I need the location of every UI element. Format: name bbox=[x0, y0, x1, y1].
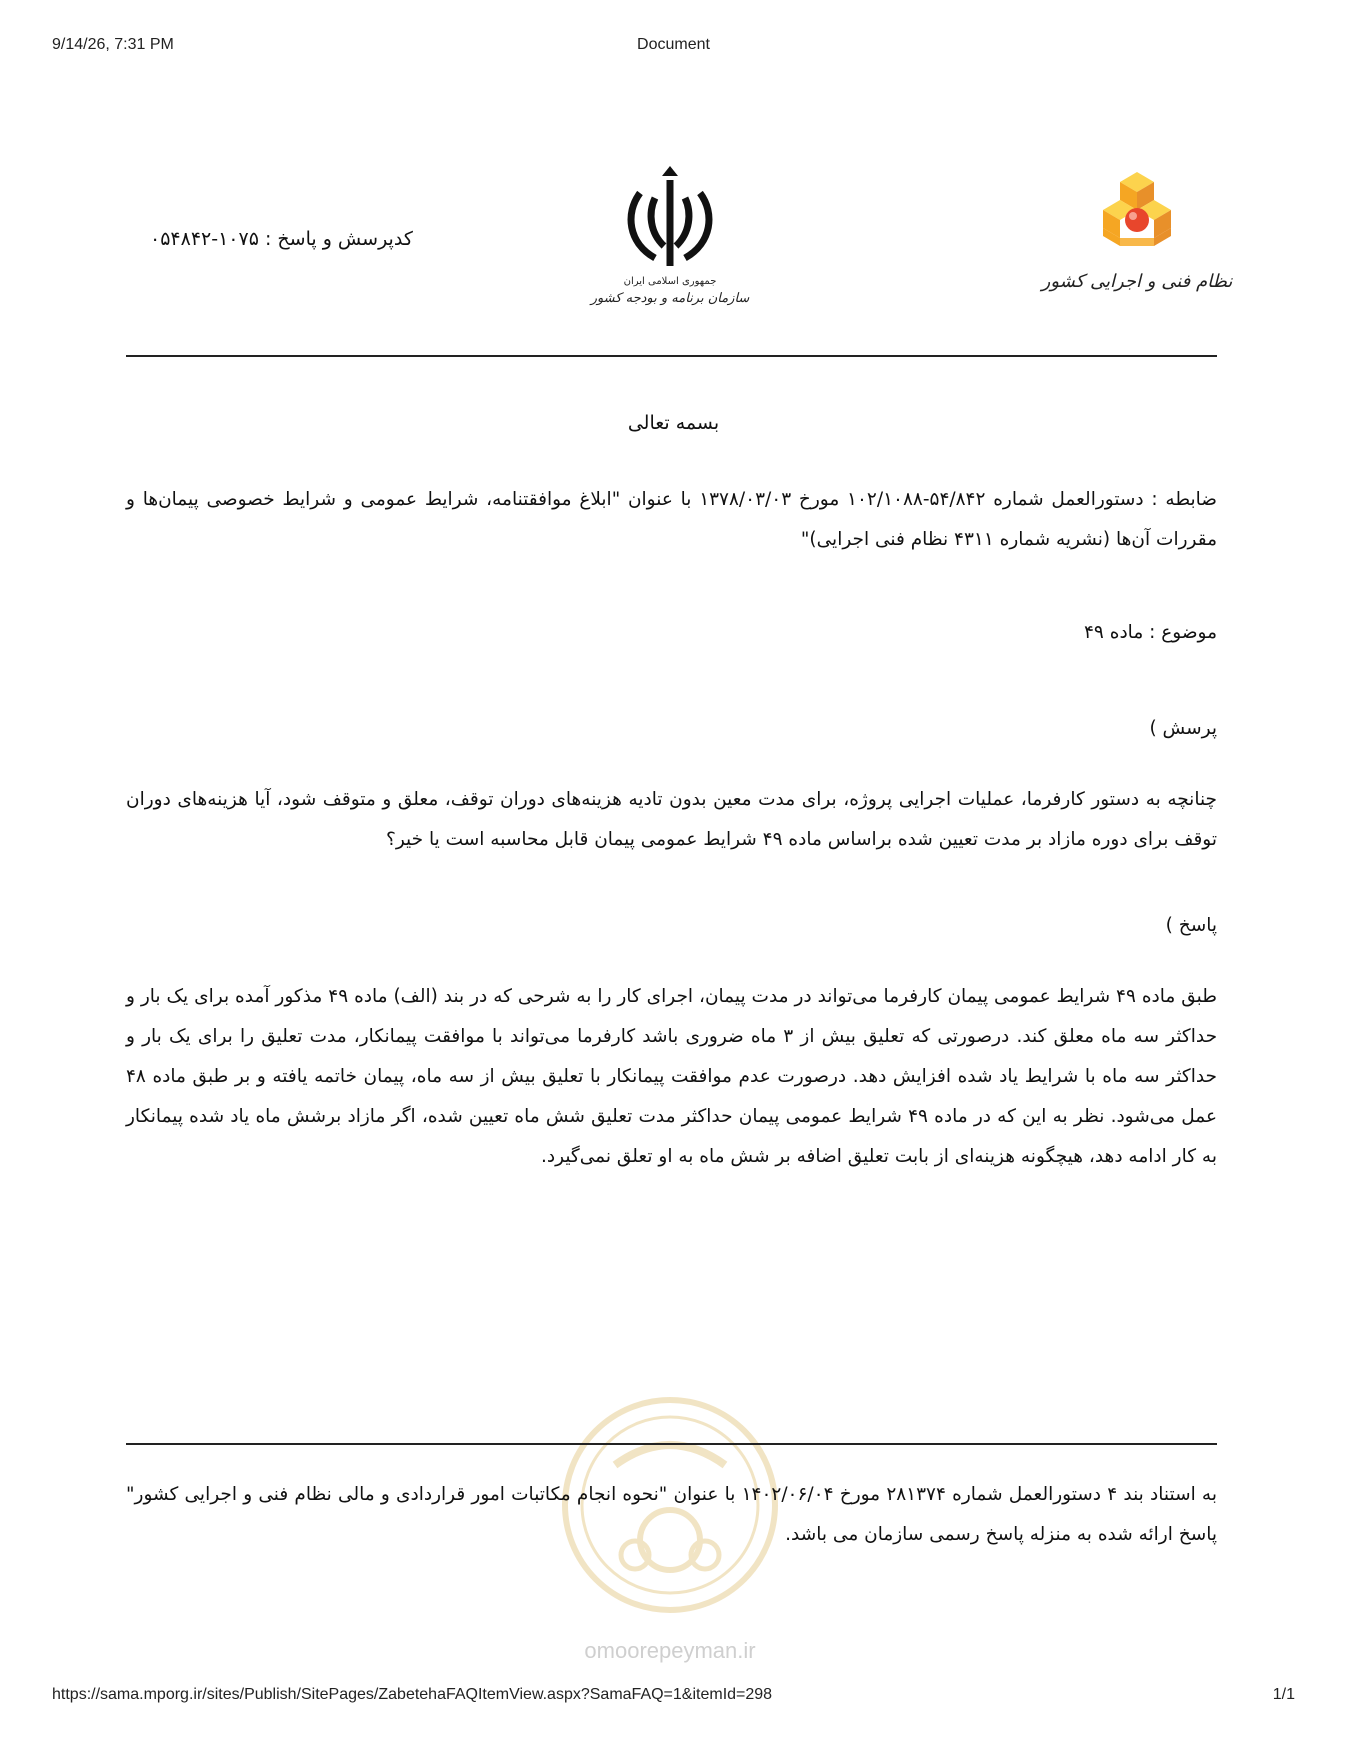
faq-code-value: ۰۵۴۸۴۲-۱۰۷۵ bbox=[150, 228, 259, 250]
iran-emblem bbox=[590, 158, 750, 308]
iran-emblem-icon bbox=[631, 180, 709, 266]
question-label: پرسش ) bbox=[1149, 718, 1217, 739]
official-answer-note: به استناد بند ۴ دستورالعمل شماره ۲۸۱۳۷۴ مورخ ۱۴۰۲/۰۶/۰۴ با عنوان "نحوه انجام مکاتبات امور قراردادی و مالی نظام فنی و اجرایی کشور" پاسخ ارائه شده به منزله پاسخ رسمی سازمان می باشد. bbox=[126, 1484, 1217, 1545]
question-text: چنانچه به دستور کارفرما، عملیات اجرایی پروژه، برای مدت معین بدون تادیه هزینه‌های دوران توقف، معلق و متوقف شود، آیا هزینه‌های دوران توقف برای دوره مازاد بر مدت تعیین شده براساس ماده ۴۹ شرایط عمومی پیمان قابل محاسبه است یا خیر؟ bbox=[126, 789, 1217, 850]
svg-text:سازمان برنامه و بودجه کشور: سازمان برنامه و بودجه کشور bbox=[590, 291, 750, 306]
svg-text:جمهوری اسلامی ایران: جمهوری اسلامی ایران bbox=[623, 276, 717, 287]
print-datetime: 9/14/26, 7:31 PM bbox=[52, 36, 174, 53]
watermark-url: omoorepeyman.ir bbox=[584, 1638, 756, 1663]
page-number: 1/1 bbox=[1272, 1686, 1295, 1703]
faq-code-label: کدپرسش و پاسخ : bbox=[264, 228, 413, 250]
regulation-reference: ضابطه : دستورالعمل شماره ۵۴/۸۴۲-۱۰۲/۱۰۸۸ مورخ ۱۳۷۸/۰۳/۰۳ با عنوان "ابلاغ موافقتنامه، شرایط عمومی و شرایط خصوصی پیمان‌ها و مقررات آن‌ها (نشریه شماره ۴۳۱۱ نظام فنی اجرایی)" bbox=[126, 489, 1217, 550]
print-url: https://sama.mporg.ir/sites/Publish/SitePages/ZabetehaFAQItemView.aspx?SamaFAQ=1&itemId=298 bbox=[52, 1686, 773, 1703]
footer-divider bbox=[126, 1443, 1217, 1445]
print-title: Document bbox=[637, 36, 710, 53]
nezam-fanni-logo bbox=[1041, 162, 1233, 302]
header-divider bbox=[126, 355, 1217, 357]
answer-text: طبق ماده ۴۹ شرایط عمومی پیمان کارفرما می‌تواند در مدت پیمان، اجرای کار را به شرحی که در بند (الف) ماده ۴۹ مذکور آمده برای یک بار و حداکثر سه ماه معلق کند. درصورتی که تعلیق بیش از ۳ ماه ضروری باشد کارفرما می‌تواند با موافقت پیمانکار، مدت تعلیق را برای یک بار و حداکثر سه ماه با شرایط یاد شده افزایش دهد. درصورت عدم موافقت پیمانکار با تعلیق بیش از سه ماه، پیمان خاتمه یافته و بر طبق ماده ۴۸ عمل می‌شود. نظر به این که در ماده ۴۹ شرایط عمومی پیمان حداکثر مدت تعلیق شش ماه تعیین شده، اگر مازاد برشش ماه یاد شده پیمانکار به کار ادامه دهد، هیچگونه هزینه‌ای از بابت تعلیق اضافه بر شش ماه به او تعلق نمی‌گیرد. bbox=[126, 986, 1218, 1167]
svg-text:نظام فنی و اجرایی کشور: نظام فنی و اجرایی کشور bbox=[1041, 271, 1233, 292]
faq-code bbox=[150, 228, 450, 250]
answer-label: پاسخ ) bbox=[1165, 915, 1217, 936]
print-header bbox=[52, 36, 1295, 56]
cube-pyramid-icon bbox=[1103, 172, 1171, 246]
bismillah: بسمه تعالی bbox=[627, 412, 720, 434]
print-footer bbox=[52, 1686, 1295, 1706]
subject-line: موضوع : ماده ۴۹ bbox=[1084, 622, 1217, 643]
